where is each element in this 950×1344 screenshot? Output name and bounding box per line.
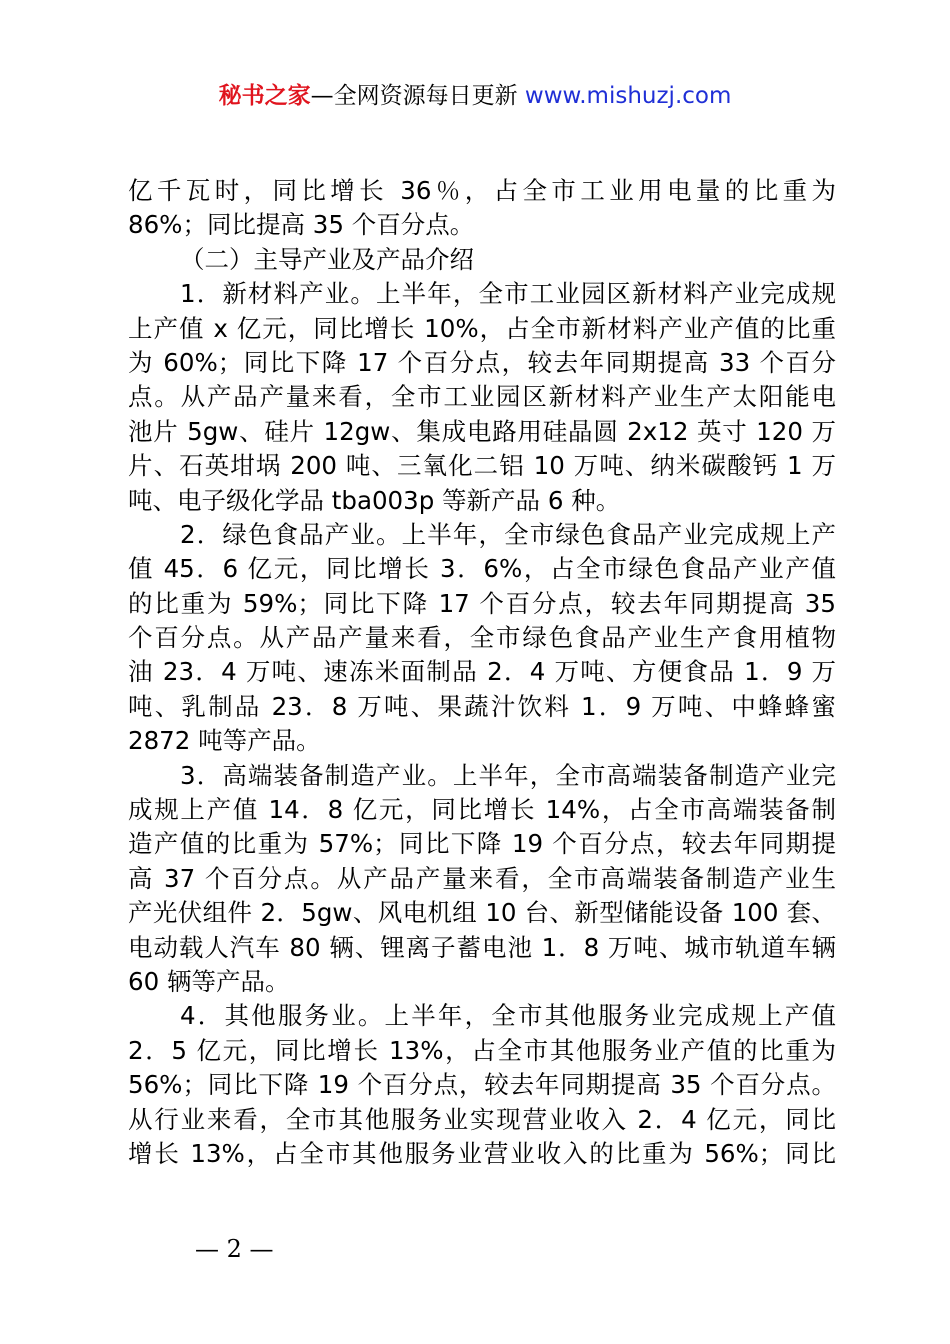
text-line: 3．高端装备制造产业。上半年，全市高端装备制造产业完 — [180, 760, 836, 790]
text-line: 产光伏组件 2．5gw、风电机组 10 台、新型储能设备 100 套、 — [128, 898, 836, 928]
text-line: 2．绿色食品产业。上半年，全市绿色食品产业完成规上产 — [180, 519, 836, 549]
text-line: 电动载人汽车 80 辆、锂离子蓄电池 1．8 万吨、城市轨道车辆 — [128, 932, 836, 962]
text-line: 60 辆等产品。 — [128, 966, 290, 996]
text-line: 增长 13%，占全市其他服务业营业收入的比重为 56%；同比 — [128, 1138, 836, 1168]
text-line: 的比重为 59%；同比下降 17 个百分点，较去年同期提高 35 — [128, 588, 836, 618]
text-line: 56%；同比下降 19 个百分点，较去年同期提高 35 个百分点。 — [128, 1070, 836, 1100]
text-line: 2．5 亿元，同比增长 13%，占全市其他服务业产值的比重为 — [128, 1035, 836, 1065]
text-line: 池片 5gw、硅片 12gw、集成电路用硅晶圆 2x12 英寸 120 万 — [128, 416, 836, 446]
text-line: 成规上产值 14．8 亿元，同比增长 14%，占全市高端装备制 — [128, 795, 836, 825]
text-line: 吨、电子级化学品 tba003p 等新产品 6 种。 — [128, 485, 621, 515]
text-line: 吨、乳制品 23．8 万吨、果蔬汁饮料 1．9 万吨、中蜂蜂蜜 — [128, 691, 836, 721]
watermark-header — [0, 80, 950, 112]
text-line: 86%；同比提高 35 个百分点。 — [128, 210, 475, 240]
text-line: 2872 吨等产品。 — [128, 726, 321, 756]
section-heading: （二）主导产业及产品介绍 — [180, 244, 474, 274]
text-line: 点。从产品产量来看，全市工业园区新材料产业生产太阳能电 — [128, 382, 836, 412]
text-line: 个百分点。从产品产量来看，全市绿色食品产业生产食用植物 — [128, 623, 836, 653]
header-tagline: —全网资源每日更新 — [310, 83, 525, 109]
text-line: 值 45．6 亿元，同比增长 3．6%，占全市绿色食品产业产值 — [128, 554, 836, 584]
text-line: 从行业来看，全市其他服务业实现营业收入 2．4 亿元，同比 — [128, 1104, 836, 1134]
text-line: 高 37 个百分点。从产品产量来看，全市高端装备制造产业生 — [128, 863, 836, 893]
text-line: 1．新材料产业。上半年，全市工业园区新材料产业完成规 — [180, 279, 836, 309]
text-line: 造产值的比重为 57%；同比下降 19 个百分点，较去年同期提 — [128, 829, 836, 859]
text-line: 为 60%；同比下降 17 个百分点，较去年同期提高 33 个百分 — [128, 347, 836, 377]
brand-name: 秘书之家 — [218, 83, 311, 109]
page-number: — 2 — — [195, 1235, 274, 1263]
site-url: www.mishuzj.com — [524, 83, 732, 109]
text-line: 油 23．4 万吨、速冻米面制品 2．4 万吨、方便食品 1．9 万 — [128, 657, 836, 687]
text-line: 亿千瓦时，同比增长 36％，占全市工业用电量的比重为 — [128, 176, 836, 205]
text-line: 片、石英坩埚 200 吨、三氧化二铝 10 万吨、纳米碳酸钙 1 万 — [128, 451, 836, 481]
document-body — [128, 174, 836, 1171]
text-line: 4．其他服务业。上半年，全市其他服务业完成规上产值 — [180, 1001, 836, 1031]
text-line: 上产值 x 亿元，同比增长 10%，占全市新材料产业产值的比重 — [128, 313, 836, 343]
